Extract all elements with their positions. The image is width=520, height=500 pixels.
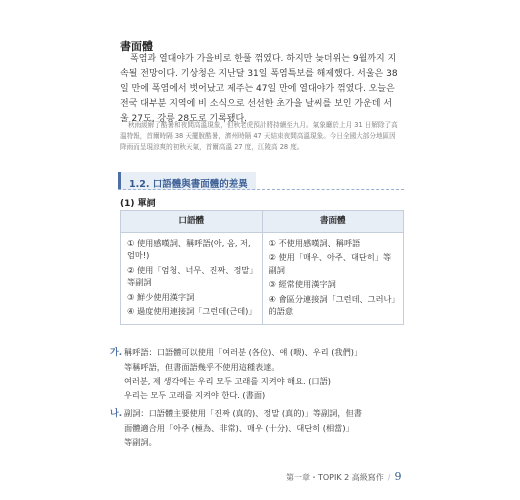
section-title: 1.2. 口語體與書面體的差異 (129, 179, 248, 190)
section-heading: 書面體 (120, 40, 153, 53)
list-item: ④ 會區分連接詞「그런데、그러나」的語意 (268, 293, 396, 316)
note-vocative (110, 345, 410, 402)
comparison-table (120, 210, 404, 325)
note-text: 稱呼語：口語體可以使用「여러분 (各位)、얘 (喂)、우리 (我們)」 (124, 347, 363, 357)
korean-paragraph: 폭염과 열대야가 가을비로 한풀 꺾였다. 하지만 늦더위는 9월까지 지속될 전망이다. 기상청은 지난달 31일 폭염특보를 해제했다. 서울은 38일 만에 폭염에서 벗어났고 제주는 47일 만에 열대야가 꺾였다. 오늘은 전국 대부분 지역에 비 소식으로 선선한 초가을 날씨를 보인 가운데 서울 27도, 강릉 28도로 기록됐다. (120, 54, 398, 124)
note-marker: 가. (110, 348, 123, 358)
section-divider (118, 189, 404, 190)
note-marker: 나. (110, 409, 123, 419)
header-spoken: 口語體 (121, 211, 263, 233)
chinese-translation: 秋雨緩解了酷暑和夜間高溫現象，但秋老虎預計將持續至九月。氣象廳於上月 31 日解除了高溫特報，首爾時隔 38 天擺脫酷暑，濟州時隔 47 天結束夜間高溫現象。今日全國大部分地區因降雨而呈現涼爽的初秋天氣，首爾高溫 27 度，江陵高 28 度。 (120, 121, 398, 151)
written-cell (262, 232, 404, 324)
note-adverb (110, 406, 410, 449)
note-text: 副詞：口語體主要使用「진짜 (真的)、정말 (真的)」等副詞，但書 (124, 408, 362, 418)
page-footer (286, 470, 436, 483)
page-number: 9 (394, 470, 402, 483)
spoken-cell (121, 232, 263, 324)
list-item: ① 使用感嘆詞、稱呼語(아, 음, 저, 엄마!) (127, 237, 251, 260)
header-written: 書面體 (262, 211, 404, 233)
subheading: (1) 單詞 (120, 199, 156, 209)
list-item: ④ 過度使用連接詞「그런데(근데)」 (127, 306, 257, 316)
note-line: 等稱呼語，但書面語幾乎不使用這種表達。 (124, 362, 280, 372)
footer-chapter: 第一章・TOPIK 2 高級寫作 (286, 473, 384, 482)
table-header-row (121, 211, 404, 233)
note-example: 우리는 모두 고래를 지켜야 한다. (書面) (124, 390, 266, 400)
note-line: 面體適合用「아주 (極為、非常)、매우 (十分)、대단히 (相當)」 (124, 423, 354, 433)
list-item: ③ 經常使用漢字詞 (268, 279, 336, 289)
note-line (110, 406, 410, 421)
list-item: ② 使用「엄청、너무、진짜、정말」等副詞 (127, 264, 254, 287)
table-row (121, 232, 404, 324)
footer-separator-icon: / (387, 473, 391, 482)
list-item: ② 使用「매우、아주、대단히」等副詞 (268, 252, 392, 275)
list-item: ① 不使用感嘆詞、稱呼語 (268, 237, 361, 248)
section-title-tab (118, 172, 256, 190)
section-title-bar (118, 172, 404, 190)
note-example: 여러분, 제 생각에는 우리 모두 고래를 지켜야 해요. (口語) (124, 376, 331, 386)
note-line (110, 345, 410, 360)
list-item: ③ 鮮少使用漢字詞 (127, 291, 195, 302)
note-line: 等副詞。 (124, 437, 157, 447)
